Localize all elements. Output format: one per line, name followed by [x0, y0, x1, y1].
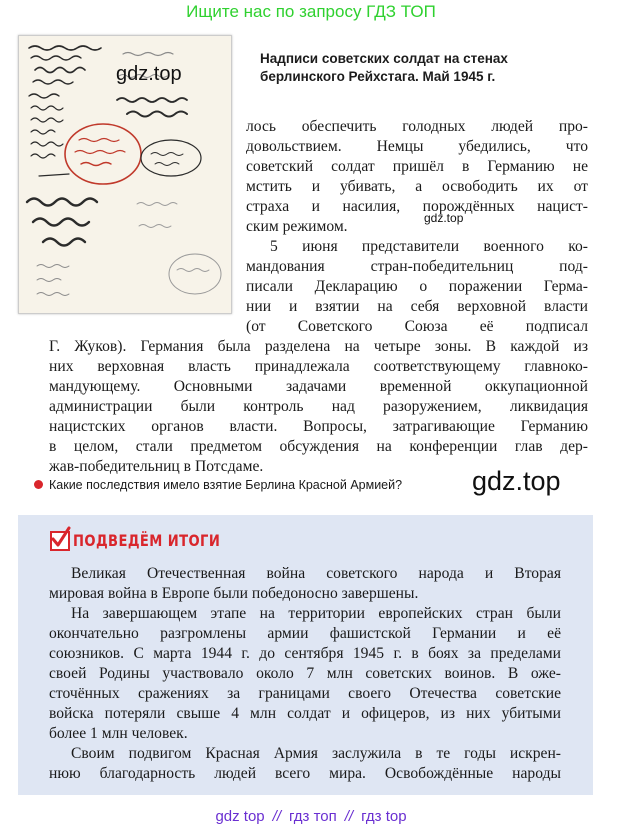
- text-line: Г. Жуков). Германия была разделена на четыре зоны. В каждой из: [49, 338, 588, 355]
- footer-separator: //: [272, 808, 281, 825]
- caption-line: Надписи советских солдат на стенах: [260, 51, 508, 66]
- checkmark-drawing: [50, 526, 72, 550]
- summary-line: союзников. С марта 1944 г. до сентября 1945 г. в боях за пределами: [49, 645, 561, 662]
- watermark: gdz.top: [424, 211, 464, 225]
- text-line: страха и насилия, порождённых нацист-: [246, 198, 588, 215]
- summary-line: сточённых сражениях за границами своего Отечества советские: [49, 685, 561, 702]
- summary-line: более 1 млн человек.: [49, 725, 188, 742]
- footer-item: гдз top: [361, 808, 407, 825]
- photo-caption: [260, 50, 600, 86]
- summary-line: мировая война в Европе были победоносно завершены.: [49, 585, 419, 602]
- checkmark-icon: [50, 531, 70, 551]
- text-line: писали Декларацию о поражении Герма-: [246, 278, 588, 295]
- text-line: мандования стран-победительниц под-: [246, 258, 588, 275]
- text-line: довольствием. Немцы убедились, что: [246, 138, 588, 155]
- summary-line: нюю благодарность людей всего мира. Освобождённые народы: [49, 765, 561, 782]
- text-line: в целом, стали предметом обсуждения на конференции глав дер-: [49, 438, 588, 455]
- text-line: администрации были контроль над разоружением, ликвидация: [49, 398, 588, 415]
- caption-line: берлинского Рейхстага. Май 1945 г.: [260, 69, 496, 84]
- text-line: них верховная власть принадлежала соответствующему главноко-: [49, 358, 588, 375]
- text-line: нии и взятии на себя верховной власти: [246, 298, 588, 315]
- footer-item: gdz top: [215, 808, 265, 825]
- text-line: (от Советского Союза её подписал: [246, 318, 588, 335]
- header-banner: Ищите нас по запросу ГДЗ ТОП: [186, 2, 436, 21]
- text-line: нацистских органов власти. Вопросы, затрагивающие Германию: [49, 418, 588, 435]
- summary-line: Своим подвигом Красная Армия заслужила в те годы искрен-: [71, 745, 561, 762]
- summary-line: войска потеряли свыше 4 млн солдат и офицеров, из них убитыми: [49, 705, 561, 722]
- text-line: ским режимом.: [246, 218, 348, 235]
- text-line: мандующему. Основными задачами временной оккупационной: [49, 378, 588, 395]
- summary-line: Великая Отечественная война советского народа и Вторая: [71, 565, 561, 582]
- watermark: gdz.top: [472, 466, 561, 496]
- question-text: Какие последствия имело взятие Берлина Красной Армией?: [49, 478, 403, 492]
- review-question: [49, 476, 469, 494]
- summary-title: ПОДВЕДЁМ ИТОГИ: [73, 531, 221, 550]
- summary-line: окончательно разгромлены армии фашистской Германии и её: [49, 625, 561, 642]
- text-line: 5 июня представители военного ко-: [270, 238, 588, 255]
- text-line: лось обеспечить голодных людей про-: [246, 118, 588, 135]
- watermark: gdz.top: [116, 63, 182, 85]
- footer-banner: [0, 806, 622, 830]
- text-line: жав-победительниц в Потсдаме.: [49, 458, 264, 475]
- text-line: советский солдат пришёл в Германию не: [246, 158, 588, 175]
- footer-separator: //: [344, 808, 354, 825]
- footer-item: гдз топ: [289, 808, 337, 825]
- summary-line: своей Родины участвовало около 7 млн советских воинов. В оже-: [49, 665, 561, 682]
- summary-line: На завершающем этапе на территории европейских стран были: [71, 605, 561, 622]
- text-line: мстить и убивать, а освободить их от: [246, 178, 588, 195]
- red-bullet-icon: [34, 480, 43, 489]
